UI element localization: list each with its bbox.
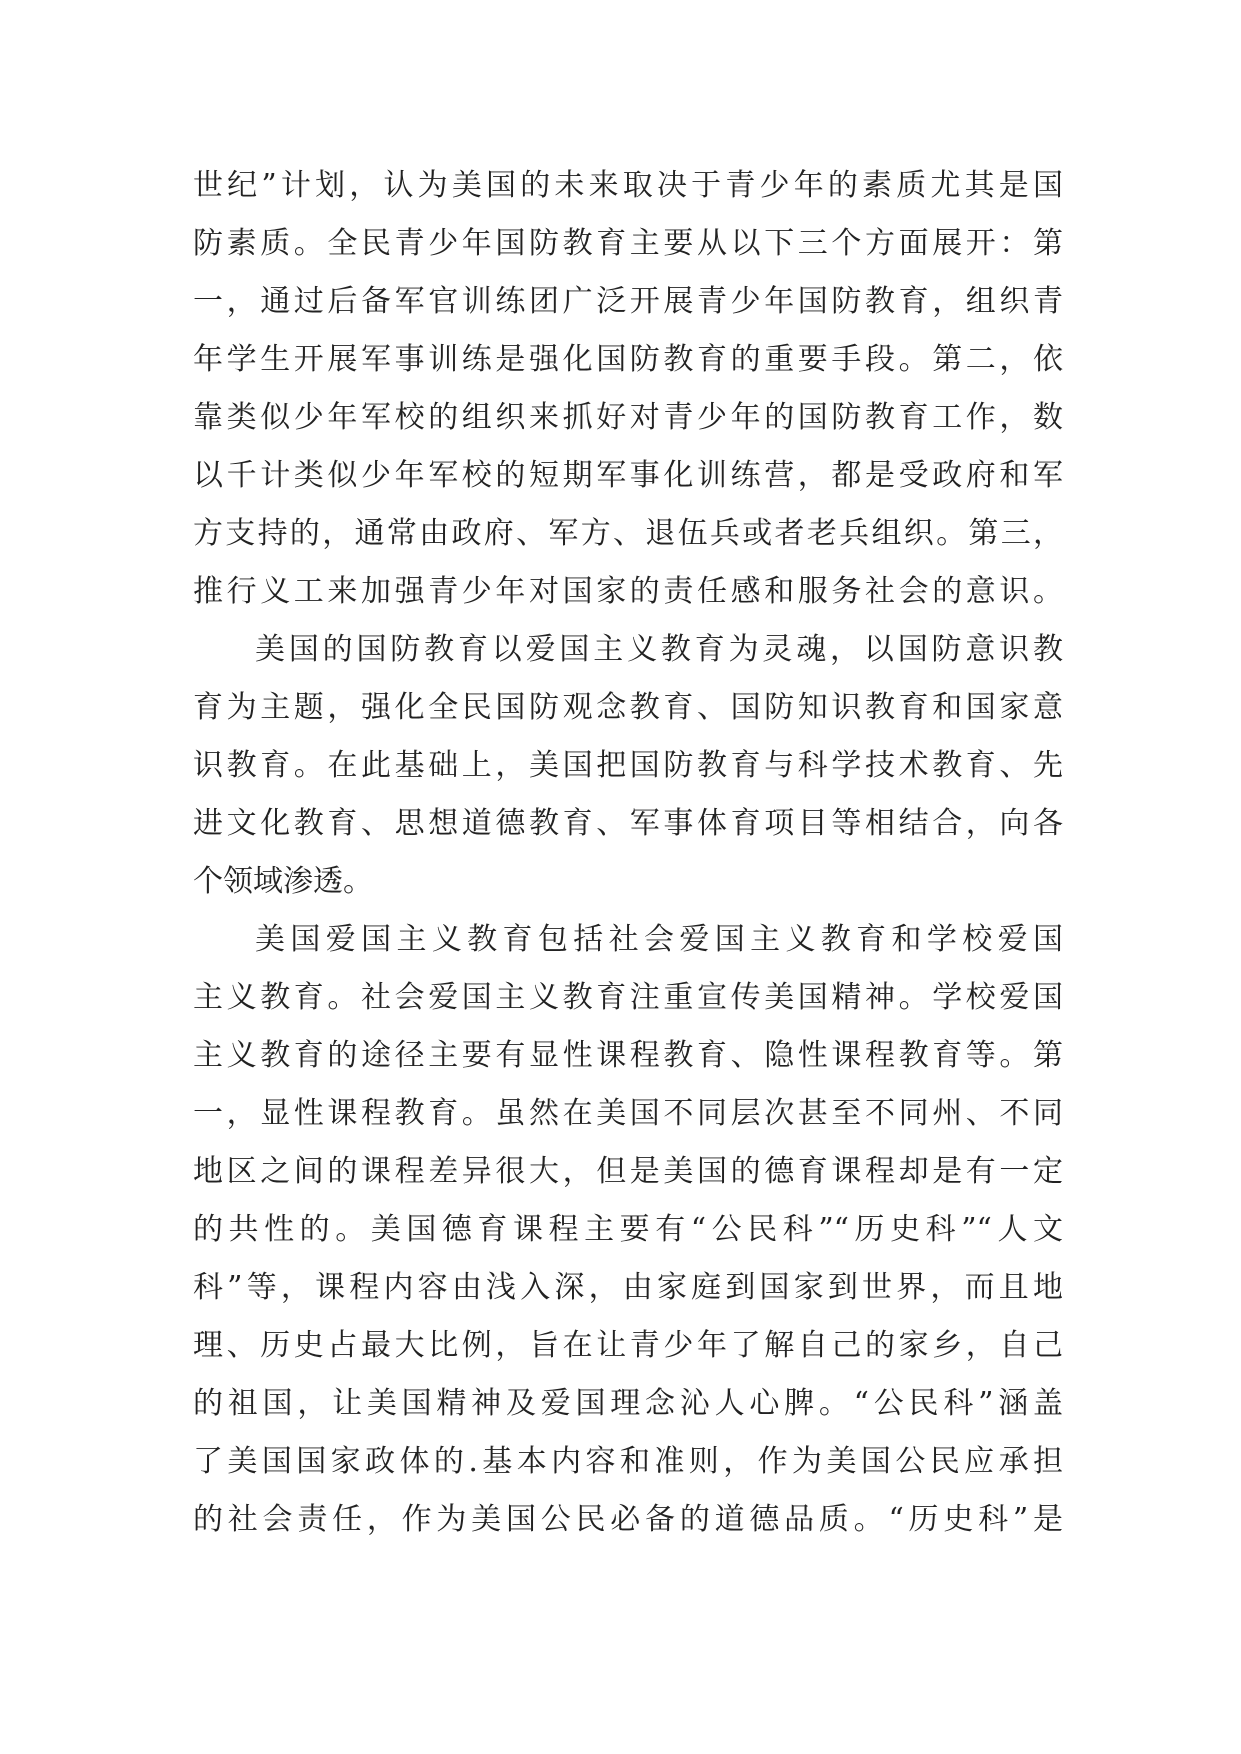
paragraph-line: 理、历史占最大比例，旨在让青少年了解自己的家乡，自己 xyxy=(193,1328,1063,1363)
paragraph-line: 一，通过后备军官训练团广泛开展青少年国防教育，组织青 xyxy=(193,284,1063,319)
paragraph-line: 了美国国家政体的.基本内容和准则，作为美国公民应承担 xyxy=(193,1444,1063,1479)
paragraph-line: 年学生开展军事训练是强化国防教育的重要手段。第二，依 xyxy=(193,342,1063,377)
paragraph-line: 靠类似少年军校的组织来抓好对青少年的国防教育工作，数 xyxy=(193,400,1063,435)
paragraph-1 xyxy=(193,157,1063,621)
paragraph-line: 美国的国防教育以爱国主义教育为灵魂，以国防意识教 xyxy=(255,632,1063,667)
paragraph-line: 主义教育。社会爱国主义教育注重宣传美国精神。学校爱国 xyxy=(193,980,1063,1015)
paragraph-line: 进文化教育、思想道德教育、军事体育项目等相结合，向各 xyxy=(193,806,1063,841)
paragraph-line: 的祖国，让美国精神及爱国理念沁人心脾。“公民科”涵盖 xyxy=(193,1386,1063,1421)
paragraph-line: 推行义工来加强青少年对国家的责任感和服务社会的意识。 xyxy=(193,574,1063,609)
paragraph-line: 方支持的，通常由政府、军方、退伍兵或者老兵组织。第三， xyxy=(193,516,1063,551)
paragraph-line: 世纪”计划，认为美国的未来取决于青少年的素质尤其是国 xyxy=(193,168,1063,203)
paragraph-line: 的共性的。美国德育课程主要有“公民科”“历史科”“人文 xyxy=(193,1212,1063,1247)
paragraph-line: 一，显性课程教育。虽然在美国不同层次甚至不同州、不同 xyxy=(193,1096,1063,1131)
paragraph-line: 个领域渗透。 xyxy=(193,864,373,899)
paragraph-line: 科”等，课程内容由浅入深，由家庭到国家到世界，而且地 xyxy=(193,1270,1063,1305)
paragraph-3 xyxy=(193,911,1063,1549)
document-body xyxy=(193,157,1063,1549)
paragraph-line: 的社会责任，作为美国公民必备的道德品质。“历史科”是 xyxy=(193,1502,1063,1537)
paragraph-2 xyxy=(193,621,1063,911)
paragraph-line: 防素质。全民青少年国防教育主要从以下三个方面展开：第 xyxy=(193,226,1063,261)
paragraph-line: 美国爱国主义教育包括社会爱国主义教育和学校爱国 xyxy=(255,922,1063,957)
paragraph-line: 主义教育的途径主要有显性课程教育、隐性课程教育等。第 xyxy=(193,1038,1063,1073)
paragraph-line: 育为主题，强化全民国防观念教育、国防知识教育和国家意 xyxy=(193,690,1063,725)
paragraph-line: 以千计类似少年军校的短期军事化训练营，都是受政府和军 xyxy=(193,458,1063,493)
paragraph-line: 识教育。在此基础上，美国把国防教育与科学技术教育、先 xyxy=(193,748,1063,783)
paragraph-line: 地区之间的课程差异很大，但是美国的德育课程却是有一定 xyxy=(193,1154,1063,1189)
